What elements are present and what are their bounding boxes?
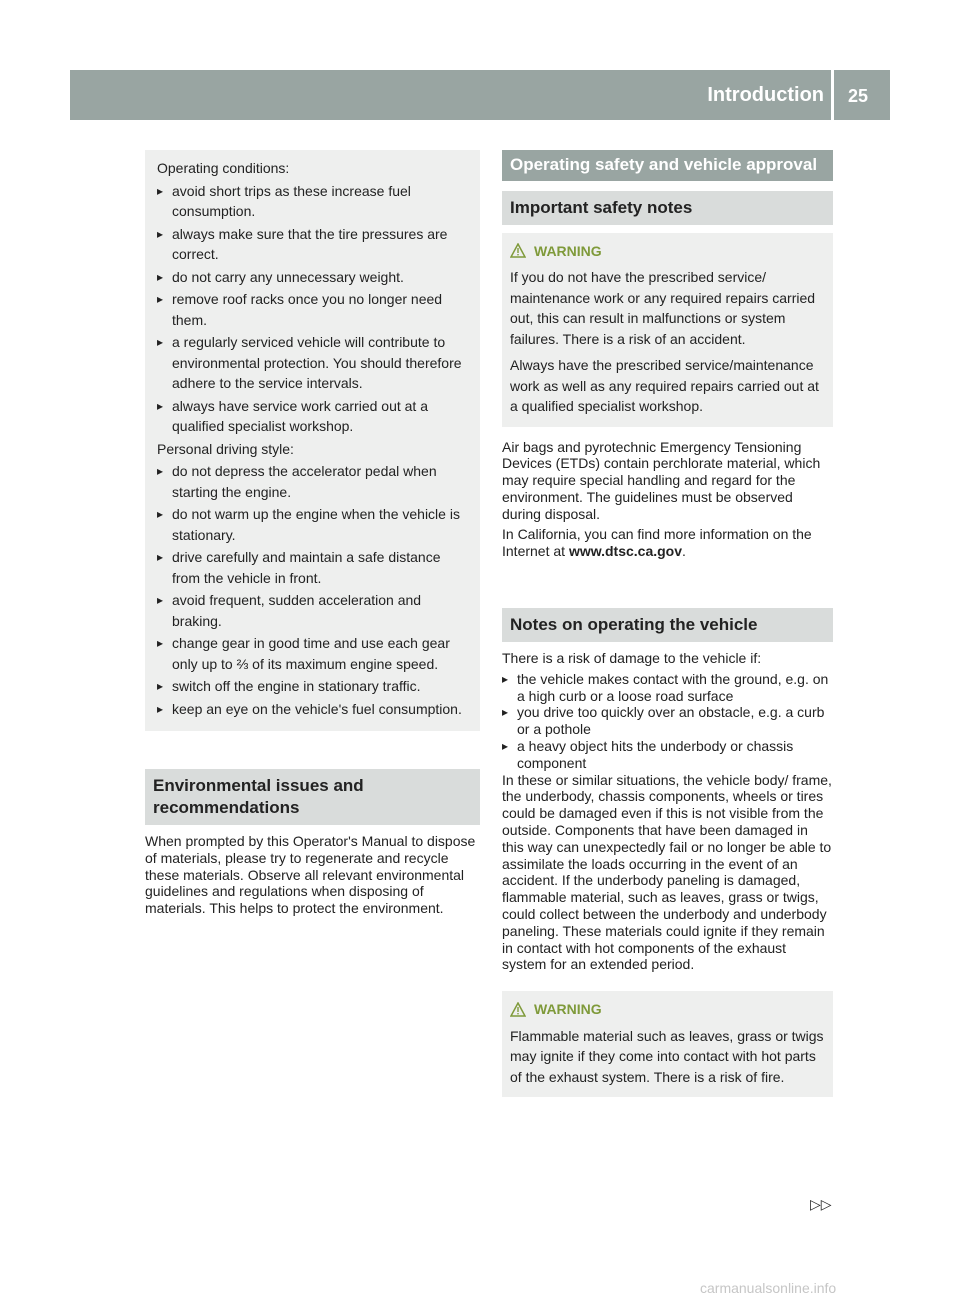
environment-heading: Environmental issues and recommendations xyxy=(145,769,480,825)
safety-section-heading: Operating safety and vehicle approval xyxy=(502,150,833,181)
warning-label: WARNING xyxy=(534,242,602,259)
warning-text: If you do not have the prescribed service/ maintenance work or any required repairs carried out, this can result in malfunctions or system failures. There is a risk of an accident. xyxy=(510,269,816,347)
operating-conditions-heading: Operating conditions: xyxy=(157,160,290,176)
list-item: ▸ do not depress the accelerator pedal when starting the engine. xyxy=(157,461,472,502)
tips-box xyxy=(145,150,480,731)
safety-notes-heading: Important safety notes xyxy=(502,191,833,225)
list-item: ▸ remove roof racks once you no longer need them. xyxy=(157,289,472,330)
list-item: ▸ a regularly serviced vehicle will contribute to environmental protection. You should therefore adhere to the service intervals. xyxy=(157,332,472,394)
notes-text: In these or similar situations, the vehicle body/ frame, the underbody, chassis components, wheels or tires could be damaged even if this is not visible from the outside. Components that have been damaged in this way can unexpectedly fail or no longer be able to assimilate the loads occurring in the event of an accident. If the underbody paneling is damaged, flammable material, such as leaves, grass or twigs, could collect between the underbody and underbody paneling. These materials could ignite if they remain in contact with hot components of the exhaust system for an extended period. xyxy=(502,771,832,973)
warning-box-service xyxy=(502,233,833,427)
warning-title xyxy=(510,241,825,262)
environment-text: When prompted by this Operator's Manual to dispose of materials, please try to regenerate and recycle these materials. Observe all relevant environmental guidelines and regulations when disposing of materials. This helps to protect the environment. xyxy=(145,833,476,917)
warning-triangle-icon xyxy=(510,1002,526,1017)
dtsc-link[interactable]: www.dtsc.ca.gov xyxy=(568,543,683,560)
chapter-title: Introduction xyxy=(707,84,824,106)
list-item: ▸ avoid short trips as these increase fuel consumption. xyxy=(157,181,472,222)
watermark: carmanualsonline.info xyxy=(700,1280,837,1296)
header-divider xyxy=(831,70,834,120)
list-item: ▸ always have service work carried out at a qualified specialist workshop. xyxy=(157,396,472,437)
driving-style-list xyxy=(157,461,472,719)
notes-operating-heading: Notes on operating the vehicle xyxy=(502,608,833,642)
list-item: ▸ you drive too quickly over an obstacle, e.g. a curb or a pothole xyxy=(502,704,833,738)
list-item: ▸ do not carry any unnecessary weight. xyxy=(157,267,472,288)
list-item: ▸ switch off the engine in stationary traffic. xyxy=(157,676,472,697)
continue-arrows-icon: ▷▷ xyxy=(810,1196,832,1212)
list-item: ▸ do not warm up the engine when the vehicle is stationary. xyxy=(157,504,472,545)
list-item: ▸ avoid frequent, sudden acceleration and braking. xyxy=(157,590,472,631)
damage-risk-list xyxy=(502,671,833,772)
warning-text: Always have the prescribed service/maintenance work as well as any required repairs carried out at a qualified specialist workshop. xyxy=(510,357,819,414)
notes-intro: There is a risk of damage to the vehicle if: xyxy=(502,650,762,667)
list-item: ▸ drive carefully and maintain a safe distance from the vehicle in front. xyxy=(157,547,472,588)
driving-style-heading: Personal driving style: xyxy=(157,440,294,457)
warning-box-fire xyxy=(502,991,833,1097)
list-item: ▸ change gear in good time and use each gear only up to ⅔ of its maximum engine speed. xyxy=(157,633,472,674)
operating-conditions-list xyxy=(157,181,472,437)
page-number: 25 xyxy=(848,86,869,106)
warning-label: WARNING xyxy=(534,1001,602,1018)
left-column xyxy=(145,150,480,921)
list-item: ▸ a heavy object hits the underbody or chassis component xyxy=(502,738,833,772)
california-text: In California, you can find more information on the Internet at www.dtsc.ca.gov. xyxy=(502,526,812,560)
list-item: ▸ always make sure that the tire pressures are correct. xyxy=(157,224,472,265)
warning-text: Flammable material such as leaves, grass or twigs may ignite if they come into contact with hot parts of the exhaust system. There is a risk of fire. xyxy=(510,1027,824,1085)
warning-title xyxy=(510,999,825,1020)
right-column xyxy=(502,150,833,1097)
airbag-text: Air bags and pyrotechnic Emergency Tensioning Devices (ETDs) contain perchlorate material, which may require special handling and regard for the environment. The guidelines must be observed during disposal. xyxy=(502,438,821,522)
list-item: ▸ keep an eye on the vehicle's fuel consumption. xyxy=(157,699,472,720)
warning-triangle-icon xyxy=(510,243,526,258)
list-item: ▸ the vehicle makes contact with the ground, e.g. on a high curb or a loose road surface xyxy=(502,671,833,705)
